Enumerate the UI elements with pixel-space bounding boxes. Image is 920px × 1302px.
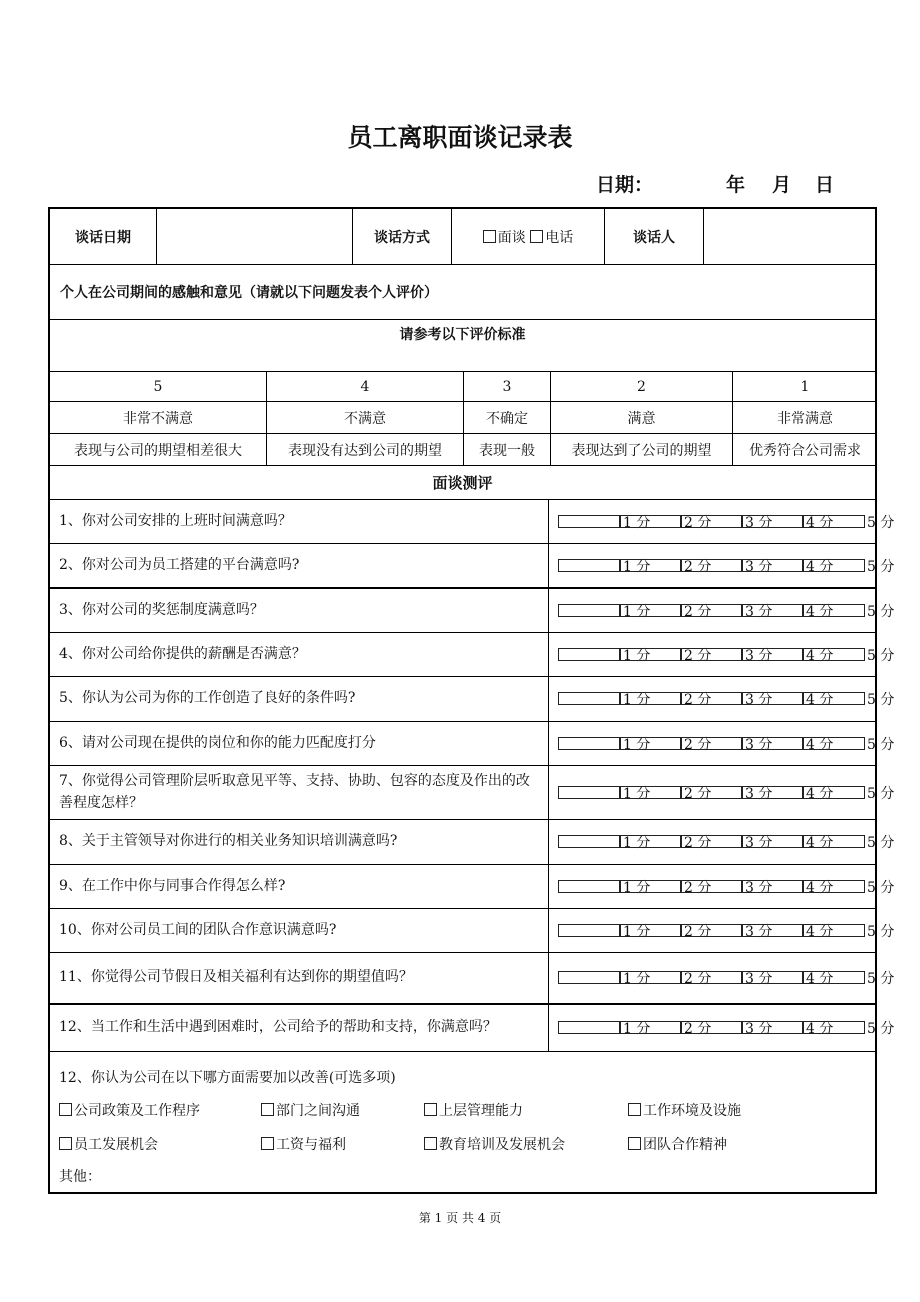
criteria-level: 非常满意	[732, 402, 877, 433]
score-option[interactable]	[558, 512, 651, 532]
checkbox-icon	[680, 786, 743, 799]
criteria-title: 请参考以下评价标准	[399, 327, 526, 343]
checkbox-icon	[741, 737, 804, 750]
question-row	[50, 722, 895, 766]
question-text: 3、你对公司的奖惩制度满意吗？	[59, 601, 264, 618]
improvement-option-label: 部门之间沟通	[276, 1103, 360, 1119]
score-option-label: 2 分	[684, 736, 712, 753]
score-option-label: 5 分	[867, 835, 895, 851]
checkbox-icon	[558, 515, 621, 528]
improvement-question: 12、你认为公司在以下哪方面需要加以改善(可选多项)	[59, 1070, 396, 1086]
score-option[interactable]	[558, 921, 651, 941]
score-option[interactable]	[619, 734, 712, 754]
score-options	[548, 865, 895, 908]
score-option-label: 1 分	[623, 736, 651, 753]
score-option-label: 3 分	[745, 971, 773, 987]
score-option[interactable]	[619, 1018, 712, 1038]
score-option-label: 2 分	[684, 603, 712, 620]
score-option-label: 3 分	[745, 603, 773, 620]
score-option-label: 2 分	[684, 692, 712, 708]
improvement-option[interactable]	[628, 1100, 741, 1120]
criteria-description: 表现达到了公司的期望	[550, 434, 732, 465]
score-option[interactable]	[558, 783, 651, 803]
score-option-label: 2 分	[684, 1021, 712, 1037]
score-option-label: 3 分	[745, 736, 773, 753]
checkbox-icon	[619, 515, 682, 528]
score-option-label: 5 分	[867, 647, 895, 664]
score-options	[548, 544, 895, 587]
score-option-label: 5 分	[867, 879, 895, 896]
score-options	[548, 909, 895, 952]
question-row	[50, 677, 895, 722]
score-option-label: 1 分	[623, 514, 651, 531]
checkbox-icon	[424, 1137, 437, 1150]
criteria-descriptions-row	[50, 434, 875, 466]
checkbox-icon	[741, 559, 804, 572]
criteria-title-row	[50, 320, 875, 372]
score-options	[548, 500, 895, 543]
checkbox-icon	[628, 1103, 641, 1116]
checkbox-icon	[619, 971, 682, 984]
improvement-option[interactable]	[424, 1134, 565, 1154]
improvement-option-label: 公司政策及工作程序	[74, 1103, 200, 1119]
score-option[interactable]	[558, 1018, 651, 1038]
intro-row	[50, 265, 875, 320]
checkbox-icon	[680, 835, 743, 848]
checkbox-icon	[741, 1021, 804, 1034]
score-option-label: 1 分	[623, 558, 651, 575]
date-month-label: 月	[772, 174, 792, 196]
checkbox-icon	[680, 924, 743, 937]
improvement-section	[50, 1052, 875, 1194]
checkbox-icon	[741, 835, 804, 848]
question-row	[50, 766, 895, 820]
checkbox-icon	[628, 1137, 641, 1150]
checkbox-icon	[619, 1021, 682, 1034]
form-title: 员工离职面谈记录表	[347, 123, 573, 152]
score-option[interactable]	[802, 601, 895, 621]
score-option[interactable]	[680, 645, 773, 665]
score-option[interactable]	[680, 512, 773, 532]
score-option[interactable]	[680, 689, 773, 709]
score-option-label: 3 分	[745, 879, 773, 896]
score-option-label: 2 分	[684, 835, 712, 851]
checkbox-icon	[261, 1137, 274, 1150]
question-text: 6、请对公司现在提供的岗位和你的能力匹配度打分	[59, 734, 376, 751]
score-option[interactable]	[619, 832, 712, 852]
checkbox-icon	[741, 692, 804, 705]
score-option[interactable]	[619, 877, 712, 897]
score-option-label: 2 分	[684, 923, 712, 940]
score-option[interactable]	[619, 921, 712, 941]
checkbox-icon	[619, 692, 682, 705]
score-option[interactable]	[619, 645, 712, 665]
improvement-option[interactable]	[261, 1100, 360, 1120]
score-option-label: 1 分	[623, 692, 651, 708]
question-text: 11、你觉得公司节假日及相关福利有达到你的期望值吗？	[59, 969, 413, 986]
checkbox-icon	[680, 1021, 743, 1034]
score-option-label: 5 分	[867, 785, 895, 802]
score-option[interactable]	[741, 1018, 834, 1038]
checkbox-icon	[802, 1021, 865, 1034]
score-option[interactable]	[680, 734, 773, 754]
improvement-option[interactable]	[59, 1134, 158, 1154]
question-row	[50, 909, 895, 953]
score-option-label: 5 分	[867, 558, 895, 575]
score-option[interactable]	[802, 645, 895, 665]
criteria-level: 不确定	[463, 402, 550, 433]
checkbox-icon	[680, 648, 743, 661]
question-text: 4、你对公司给你提供的薪酬是否满意？	[59, 645, 306, 662]
checkbox-icon	[741, 604, 804, 617]
checkbox-icon	[802, 559, 865, 572]
question-text: 1、你对公司安排的上班时间满意吗？	[59, 512, 292, 529]
score-option-label: 5 分	[867, 971, 895, 987]
score-option-label: 3 分	[745, 692, 773, 708]
score-option-label: 4 分	[806, 692, 834, 708]
score-option-label: 4 分	[806, 1021, 834, 1037]
score-option[interactable]	[802, 832, 895, 852]
score-option-label: 3 分	[745, 558, 773, 575]
score-option[interactable]	[741, 601, 834, 621]
score-option[interactable]	[558, 601, 651, 621]
checkbox-icon	[558, 737, 621, 750]
question-text: 10、你对公司员工间的团队合作意识满意吗?	[59, 921, 337, 938]
checkbox-icon	[530, 230, 543, 243]
checkbox-icon	[802, 971, 865, 984]
method-option-face[interactable]: 面谈	[483, 227, 526, 247]
score-option-label: 1 分	[623, 603, 651, 620]
checkbox-icon	[741, 880, 804, 893]
checkbox-icon	[741, 648, 804, 661]
score-option[interactable]	[558, 689, 651, 709]
score-option-label: 4 分	[806, 736, 834, 753]
score-option[interactable]	[680, 601, 773, 621]
improvement-option[interactable]	[59, 1100, 200, 1120]
criteria-level: 非常不满意	[123, 410, 193, 427]
checkbox-icon	[802, 835, 865, 848]
score-options	[548, 633, 895, 676]
checkbox-icon	[741, 971, 804, 984]
score-option-label: 1 分	[623, 879, 651, 896]
improvement-option-label: 工资与福利	[276, 1137, 346, 1153]
improvement-option-label: 团队合作精神	[643, 1137, 727, 1153]
criteria-description: 表现一般	[463, 434, 550, 465]
score-option[interactable]	[741, 645, 834, 665]
improvement-other-label: 其他：	[59, 1169, 101, 1185]
score-option-label: 3 分	[745, 835, 773, 851]
score-option[interactable]	[741, 556, 834, 576]
talk-date-field[interactable]	[156, 209, 352, 264]
score-option[interactable]	[741, 968, 834, 988]
checkbox-icon	[558, 971, 621, 984]
score-option-label: 2 分	[684, 558, 712, 575]
checkbox-icon	[558, 1021, 621, 1034]
checkbox-icon	[680, 604, 743, 617]
score-option[interactable]	[558, 645, 651, 665]
score-option-label: 3 分	[745, 647, 773, 664]
checkbox-icon	[619, 648, 682, 661]
checkbox-icon	[424, 1103, 437, 1116]
checkbox-icon	[261, 1103, 274, 1116]
score-options	[548, 677, 895, 721]
score-option[interactable]	[680, 877, 773, 897]
score-option-label: 4 分	[806, 835, 834, 851]
score-option[interactable]	[741, 783, 834, 803]
score-option-label: 4 分	[806, 879, 834, 896]
checkbox-icon	[558, 880, 621, 893]
checkbox-icon	[802, 604, 865, 617]
checkbox-icon	[802, 648, 865, 661]
score-option-label: 5 分	[867, 736, 895, 753]
question-text: 8、关于主管领导对你进行的相关业务知识培训满意吗?	[59, 833, 398, 850]
question-text: 12、当工作和生活中遇到困难时，公司给予的帮助和支持，你满意吗？	[59, 1019, 497, 1036]
checkbox-icon	[619, 880, 682, 893]
checkbox-icon	[59, 1137, 72, 1150]
score-option-label: 1 分	[623, 835, 651, 851]
criteria-score: 3	[463, 372, 550, 401]
checkbox-icon	[558, 835, 621, 848]
date-year-label: 年	[726, 174, 746, 196]
checkbox-icon	[802, 924, 865, 937]
checkbox-icon	[802, 880, 865, 893]
score-option[interactable]	[802, 689, 895, 709]
checkbox-icon	[558, 604, 621, 617]
score-option[interactable]	[680, 783, 773, 803]
talk-method-options	[451, 209, 604, 264]
score-option-label: 4 分	[806, 558, 834, 575]
question-row	[50, 865, 895, 909]
score-option-label: 2 分	[684, 785, 712, 802]
score-option[interactable]	[619, 556, 712, 576]
page-footer: 第 1 页 共 4 页	[418, 1211, 502, 1225]
score-option-label: 1 分	[623, 923, 651, 940]
score-option[interactable]	[680, 921, 773, 941]
checkbox-icon	[802, 737, 865, 750]
method-option-phone[interactable]: 电话	[530, 227, 573, 247]
score-option-label: 3 分	[745, 514, 773, 531]
score-option-label: 3 分	[745, 1021, 773, 1037]
evaluation-title-row	[50, 466, 875, 500]
score-option-label: 4 分	[806, 785, 834, 802]
interview-form	[48, 207, 895, 1194]
score-option-label: 1 分	[623, 971, 651, 987]
question-row	[50, 1005, 895, 1052]
checkbox-icon	[483, 230, 496, 243]
checkbox-icon	[619, 737, 682, 750]
score-option[interactable]	[741, 877, 834, 897]
score-option[interactable]	[741, 689, 834, 709]
score-option-label: 4 分	[806, 971, 834, 987]
score-option[interactable]	[741, 832, 834, 852]
score-option[interactable]	[619, 601, 712, 621]
score-option[interactable]	[558, 877, 651, 897]
checkbox-icon	[619, 924, 682, 937]
score-options	[548, 589, 895, 632]
checkbox-icon	[680, 971, 743, 984]
score-option-label: 4 分	[806, 514, 834, 531]
criteria-score: 5	[153, 378, 163, 395]
improvement-option-label: 工作环境及设施	[643, 1103, 741, 1119]
talk-method-label: 谈话方式	[352, 209, 451, 264]
score-option[interactable]	[802, 512, 895, 532]
score-option-label: 5 分	[867, 692, 895, 708]
score-option[interactable]	[802, 877, 895, 897]
score-option[interactable]	[619, 968, 712, 988]
checkbox-icon	[680, 692, 743, 705]
score-option[interactable]	[741, 512, 834, 532]
improvement-option-label: 员工发展机会	[74, 1137, 158, 1153]
score-option[interactable]	[802, 968, 895, 988]
score-option-label: 4 分	[806, 923, 834, 940]
score-options	[548, 1005, 895, 1051]
score-option[interactable]	[680, 1018, 773, 1038]
checkbox-icon	[680, 559, 743, 572]
checkbox-icon	[558, 648, 621, 661]
checkbox-icon	[741, 786, 804, 799]
score-option-label: 5 分	[867, 923, 895, 940]
checkbox-icon	[741, 515, 804, 528]
checkbox-icon	[558, 559, 621, 572]
improvement-option-label: 上层管理能力	[439, 1103, 523, 1119]
score-option[interactable]	[802, 921, 895, 941]
score-option[interactable]	[741, 921, 834, 941]
question-row	[50, 820, 895, 865]
checkbox-icon	[802, 692, 865, 705]
checkbox-icon	[619, 604, 682, 617]
checkbox-icon	[619, 786, 682, 799]
checkbox-icon	[680, 737, 743, 750]
criteria-level: 满意	[550, 402, 732, 433]
score-option[interactable]	[558, 968, 651, 988]
question-row	[50, 500, 895, 544]
criteria-description: 表现没有达到公司的期望	[266, 434, 463, 465]
score-option-label: 2 分	[684, 514, 712, 531]
score-option[interactable]	[741, 734, 834, 754]
score-option-label: 3 分	[745, 785, 773, 802]
score-option[interactable]	[802, 556, 895, 576]
score-options	[548, 953, 895, 1003]
score-option-label: 2 分	[684, 647, 712, 664]
question-row	[50, 633, 895, 677]
improvement-option[interactable]	[424, 1100, 523, 1120]
criteria-score: 1	[732, 372, 877, 401]
header-row	[50, 209, 875, 265]
improvement-option[interactable]	[261, 1134, 346, 1154]
score-option-label: 4 分	[806, 603, 834, 620]
score-options	[548, 766, 895, 819]
score-option-label: 2 分	[684, 879, 712, 896]
question-text: 9、在工作中你与同事合作得怎么样?	[59, 877, 286, 894]
score-option[interactable]	[558, 734, 651, 754]
score-option[interactable]	[802, 734, 895, 754]
score-option-label: 5 分	[867, 514, 895, 531]
checkbox-icon	[619, 835, 682, 848]
criteria-description: 表现与公司的期望相差很大	[74, 442, 242, 459]
checkbox-icon	[558, 786, 621, 799]
criteria-description: 优秀符合公司需求	[732, 434, 877, 465]
checkbox-icon	[558, 924, 621, 937]
score-options	[548, 722, 895, 765]
score-option[interactable]	[680, 968, 773, 988]
checkbox-icon	[619, 559, 682, 572]
date-day-label: 日	[815, 174, 835, 196]
score-option-label: 5 分	[867, 1021, 895, 1037]
checkbox-icon	[741, 924, 804, 937]
checkbox-icon	[59, 1103, 72, 1116]
question-text: 7、你觉得公司管理阶层听取意见平等、支持、协助、包容的态度及作出的改善程度怎样？	[59, 772, 530, 811]
date-label: 日期：	[596, 174, 654, 196]
score-option-label: 3 分	[745, 923, 773, 940]
talk-date-label: 谈话日期	[75, 229, 131, 246]
interviewer-field[interactable]	[703, 209, 877, 264]
improvement-option[interactable]	[628, 1134, 727, 1154]
score-option[interactable]	[619, 689, 712, 709]
criteria-levels-row	[50, 402, 875, 434]
question-text: 2、你对公司为员工搭建的平台满意吗?	[59, 556, 300, 573]
score-option-label: 5 分	[867, 603, 895, 620]
criteria-level: 不满意	[266, 402, 463, 433]
score-option[interactable]	[680, 832, 773, 852]
evaluation-title: 面谈测评	[432, 474, 493, 492]
checkbox-icon	[680, 515, 743, 528]
score-option[interactable]	[802, 1018, 895, 1038]
score-option-label: 1 分	[623, 647, 651, 664]
score-option[interactable]	[619, 783, 712, 803]
checkbox-icon	[802, 786, 865, 799]
score-option-label: 2 分	[684, 971, 712, 987]
criteria-score: 2	[550, 372, 732, 401]
checkbox-icon	[802, 515, 865, 528]
criteria-scores-row	[50, 372, 875, 402]
question-row	[50, 544, 895, 589]
criteria-score: 4	[266, 372, 463, 401]
score-option[interactable]	[558, 556, 651, 576]
interviewer-label: 谈话人	[604, 209, 703, 264]
score-option[interactable]	[802, 783, 895, 803]
checkbox-icon	[558, 692, 621, 705]
score-option[interactable]	[558, 832, 651, 852]
score-option-label: 1 分	[623, 785, 651, 802]
score-option-label: 1 分	[623, 1021, 651, 1037]
question-text: 5、你认为公司为你的工作创造了良好的条件吗?	[59, 690, 356, 707]
improvement-option-label: 教育培训及发展机会	[439, 1137, 565, 1153]
question-row	[50, 589, 895, 633]
score-option-label: 4 分	[806, 647, 834, 664]
score-options	[548, 820, 895, 864]
section-intro: 个人在公司期间的感触和意见（请就以下问题发表个人评价）	[60, 285, 438, 301]
score-option[interactable]	[619, 512, 712, 532]
checkbox-icon	[680, 880, 743, 893]
score-option[interactable]	[680, 556, 773, 576]
question-row	[50, 953, 895, 1005]
